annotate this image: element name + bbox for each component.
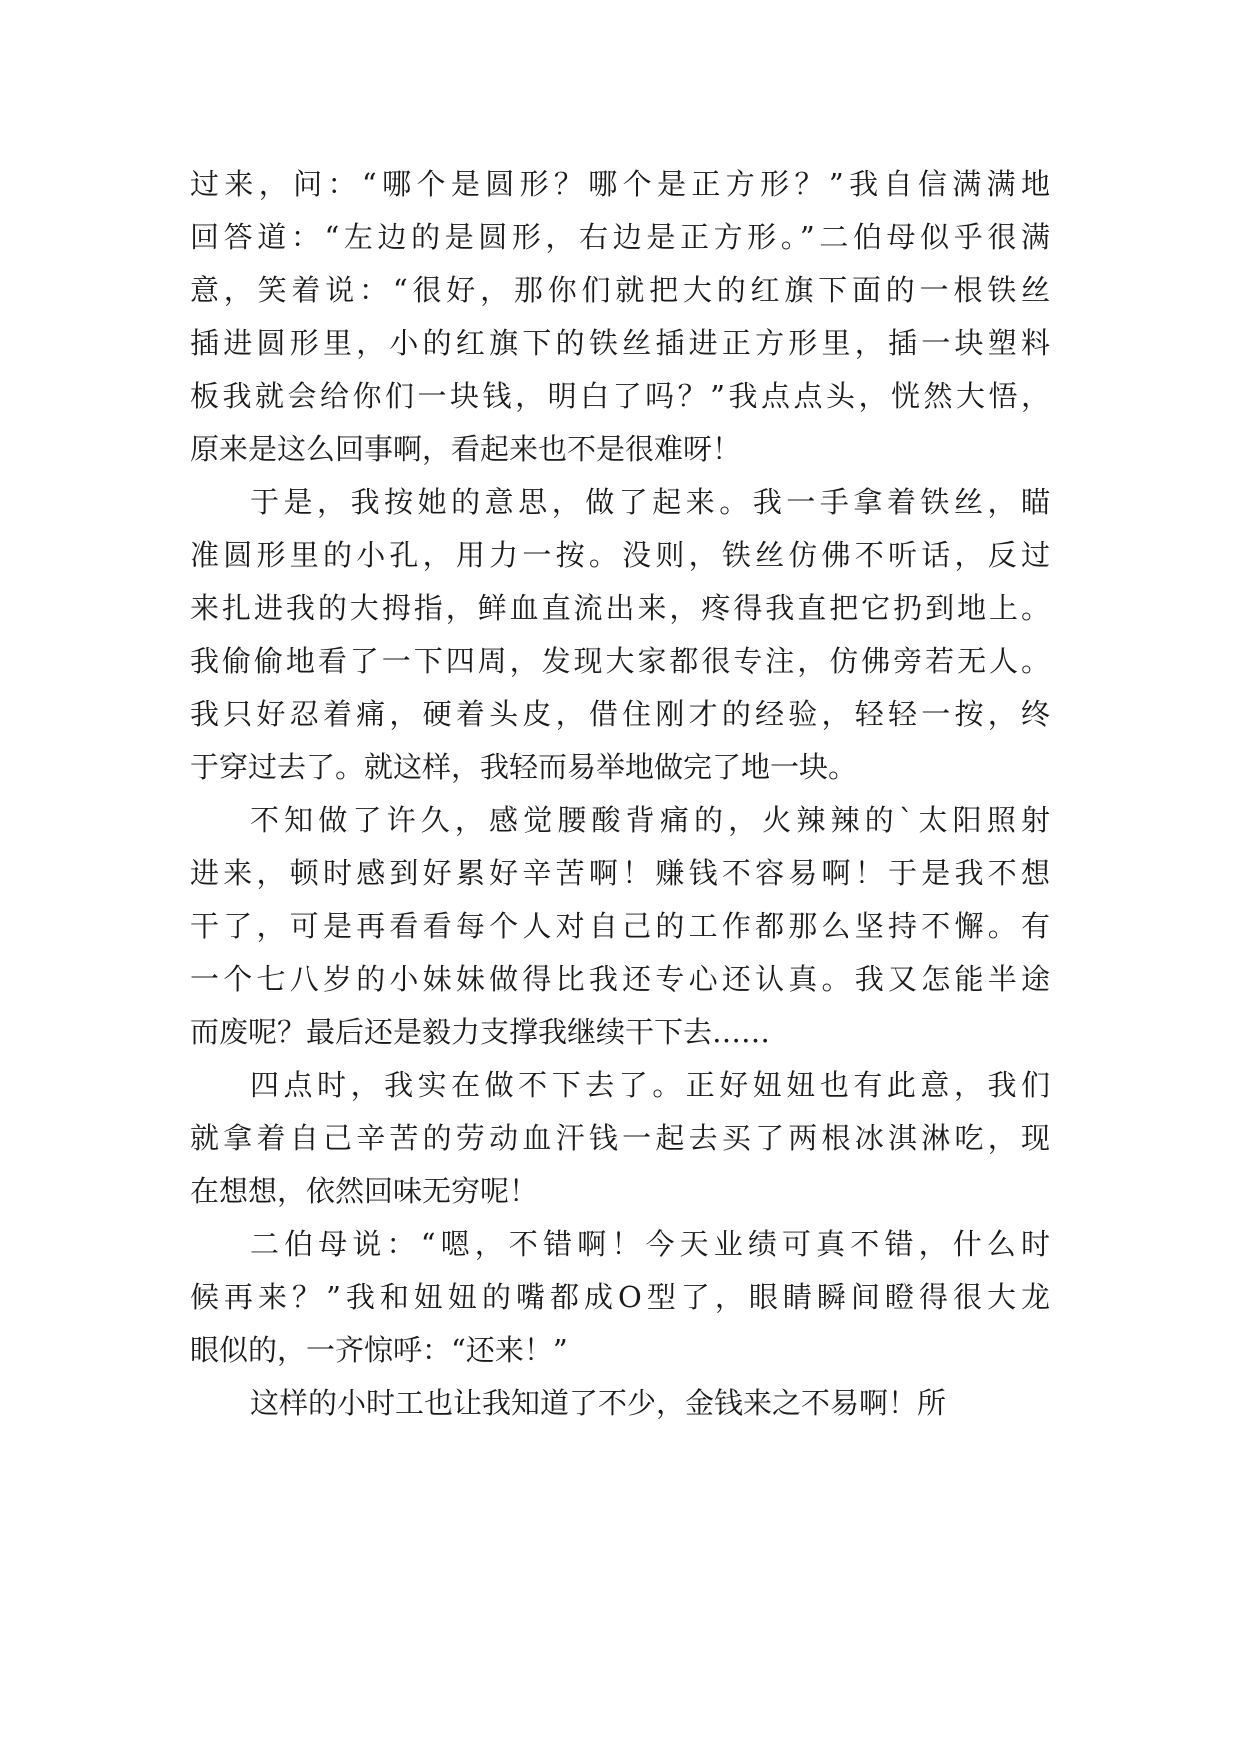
text-line: 而废呢？最后还是毅力支撑我继续干下去…… — [190, 1015, 771, 1049]
paragraph-start-line: 二伯母说：“嗯，不错啊！今天业绩可真不错，什么时 — [250, 1227, 1050, 1261]
paragraph-start-line: 不知做了许久，感觉腰酸背痛的，火辣辣的`太阳照射 — [250, 803, 1050, 837]
text-line: 意，笑着说：“很好，那你们就把大的红旗下面的一根铁丝 — [190, 273, 1050, 307]
text-line: 来扎进我的大拇指，鲜血直流出来，疼得我直把它扔到地上。 — [190, 591, 1050, 625]
text-line: 候再来？”我和妞妞的嘴都成O型了，眼睛瞬间瞪得很大龙 — [190, 1280, 1050, 1314]
text-line: 原来是这么回事啊，看起来也不是很难呀！ — [190, 432, 742, 466]
text-line: 我偷偷地看了一下四周，发现大家都很专注，仿佛旁若无人。 — [190, 644, 1050, 678]
text-line: 准圆形里的小孔，用力一按。没则，铁丝仿佛不听话，反过 — [190, 538, 1050, 572]
text-line: 回答道：“左边的是圆形，右边是正方形。”二伯母似乎很满 — [190, 220, 1050, 254]
text-line: 就拿着自己辛苦的劳动血汗钱一起去买了两根冰淇淋吃，现 — [190, 1121, 1050, 1155]
text-line: 眼似的，一齐惊呼：“还来！” — [190, 1333, 568, 1367]
paragraph-start-line: 于是，我按她的意思，做了起来。我一手拿着铁丝，瞄 — [250, 485, 1050, 519]
text-line: 一个七八岁的小妹妹做得比我还专心还认真。我又怎能半途 — [190, 962, 1050, 996]
paragraph-start-line: 四点时，我实在做不下去了。正好妞妞也有此意，我们 — [250, 1068, 1050, 1102]
text-line: 板我就会给你们一块钱，明白了吗？”我点点头，恍然大悟， — [190, 379, 1050, 413]
paragraph-start-line: 这样的小时工也让我知道了不少，金钱来之不易啊！所 — [250, 1386, 947, 1420]
text-line: 插进圆形里，小的红旗下的铁丝插进正方形里，插一块塑料 — [190, 326, 1050, 360]
text-line: 我只好忍着痛，硬着头皮，借住刚才的经验，轻轻一按，终 — [190, 697, 1050, 731]
text-line: 进来，顿时感到好累好辛苦啊！赚钱不容易啊！于是我不想 — [190, 856, 1050, 890]
essay-body — [190, 158, 1050, 1430]
text-line: 干了，可是再看看每个人对自己的工作都那么坚持不懈。有 — [190, 909, 1050, 943]
text-line: 于穿过去了。就这样，我轻而易举地做完了地一块。 — [190, 750, 858, 784]
text-line: 在想想，依然回味无穷呢！ — [190, 1174, 539, 1208]
text-line: 过来，问：“哪个是圆形？哪个是正方形？”我自信满满地 — [190, 167, 1050, 201]
